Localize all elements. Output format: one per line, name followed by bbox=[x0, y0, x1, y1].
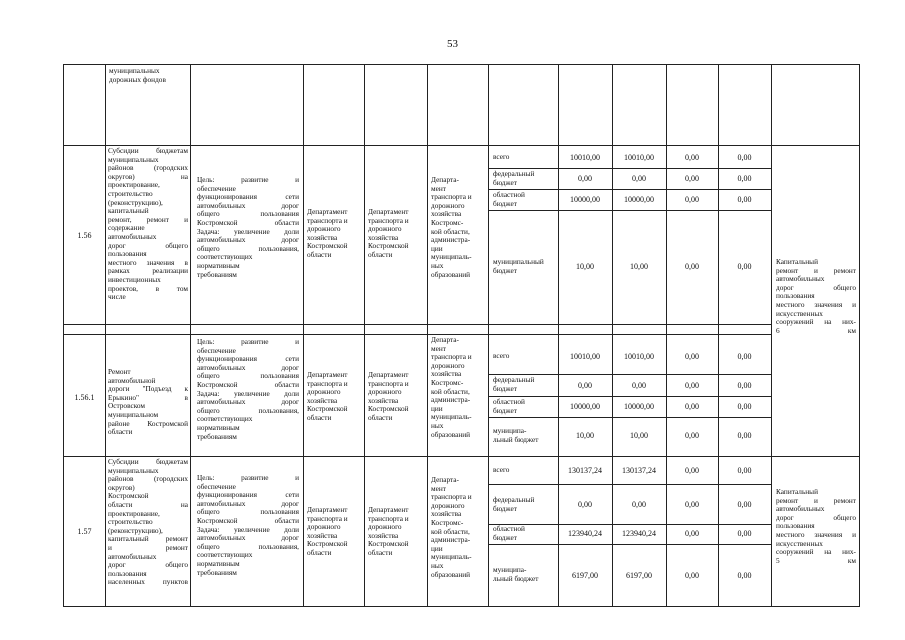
finance-value: 0,00 bbox=[685, 352, 699, 361]
finance-value: 0,00 bbox=[632, 174, 646, 183]
finance-value: 10000,00 bbox=[570, 402, 600, 411]
measure-name: Субсидии бюджетам муниципальных районов (городских округов) на проектирование, строительство (реконструкцию), капитальный ремонт, ремонт и содержание автомобильных дорог общего пользования местного значения в рамках реализации инвестиционных проектов, в том числе bbox=[108, 147, 188, 302]
finance-source: федеральный бюджет bbox=[493, 375, 535, 393]
finance-value: 10,00 bbox=[576, 262, 594, 271]
finance-value: 0,00 bbox=[737, 500, 752, 509]
finance-value: 0,00 bbox=[685, 402, 699, 411]
finance-value: 0,00 bbox=[685, 262, 699, 271]
continuation-text: муниципальных дорожных фондов bbox=[109, 67, 166, 84]
executor-2: Департамент транспорта и дорожного хозяйства Костромской области bbox=[368, 371, 409, 422]
finance-value: 123940,24 bbox=[622, 529, 656, 538]
row-number: 1.56.1 bbox=[74, 394, 95, 402]
finance-source: областной бюджет bbox=[493, 397, 525, 415]
executor-2: Департамент транспорта и дорожного хозяйства Костромской области bbox=[368, 506, 409, 557]
finance-value: 6197,00 bbox=[626, 571, 652, 580]
finance-value: 10000,00 bbox=[624, 195, 654, 204]
finance-value: 0,00 bbox=[737, 381, 752, 390]
finance-source: всего bbox=[493, 152, 510, 161]
finance-value: 0,00 bbox=[578, 381, 592, 390]
finance-value: 0,00 bbox=[737, 571, 752, 580]
finance-source: муниципа- льный бюджет bbox=[493, 426, 539, 444]
row-number: 1.57 bbox=[77, 528, 92, 536]
finance-source: федеральный бюджет bbox=[493, 495, 535, 513]
page-number: 53 bbox=[447, 38, 458, 50]
finance-value: 123940,24 bbox=[568, 529, 602, 538]
finance-value: 10010,00 bbox=[624, 352, 654, 361]
finance-value: 0,00 bbox=[737, 195, 752, 204]
recipient-text: Департа- мент транспорта и дорожного хозяйства Костромс- кой области, администра- ции муниципаль- ных образований bbox=[431, 176, 472, 279]
finance-value: 0,00 bbox=[737, 402, 752, 411]
executor-1: Департамент транспорта и дорожного хозяйства Костромской области bbox=[307, 208, 348, 259]
finance-source: федеральный бюджет bbox=[493, 169, 535, 187]
executor-1: Департамент транспорта и дорожного хозяйства Костромской области bbox=[307, 506, 348, 557]
finance-value: 10010,00 bbox=[570, 153, 600, 162]
finance-value: 0,00 bbox=[737, 153, 752, 162]
finance-value: 0,00 bbox=[685, 571, 699, 580]
finance-source: областной бюджет bbox=[493, 190, 525, 208]
goal-text: Цель: развитие и обеспечение функционирования сети автомобильных дорог общего пользования Костромской области Задача: увеличение доли автомобильных дорог общего пользования, соответствующих нормативным требованиям bbox=[197, 176, 299, 279]
finance-value: 0,00 bbox=[737, 431, 752, 440]
row-number: 1.56 bbox=[77, 232, 92, 240]
finance-value: 10,00 bbox=[576, 431, 594, 440]
finance-value: 130137,24 bbox=[568, 466, 602, 475]
finance-value: 0,00 bbox=[632, 381, 646, 390]
goal-text: Цель: развитие и обеспечение функционирования сети автомобильных дорог общего пользования Костромской области Задача: увеличение доли автомобильных дорог общего пользования, соответствующих нормативным требованиям bbox=[197, 338, 299, 441]
recipient-text: Департа- мент транспорта и дорожного хозяйства Костромс- кой области, администра- ции муниципаль- ных образований bbox=[431, 476, 472, 579]
finance-value: 0,00 bbox=[685, 529, 699, 538]
recipient-text: Департа- мент транспорта и дорожного хозяйства Костромс- кой области, администра- ции муниципаль- ных образований bbox=[431, 336, 472, 439]
finance-value: 0,00 bbox=[737, 529, 752, 538]
finance-source: муниципальный бюджет bbox=[493, 257, 544, 275]
finance-value: 0,00 bbox=[685, 500, 699, 509]
finance-value: 0,00 bbox=[685, 195, 699, 204]
finance-value: 0,00 bbox=[737, 466, 752, 475]
measure-name: Субсидии бюджетам муниципальных районов (городских округов) Костромской области на проектирование, строительство (реконструкцию), капитальный ремонт и ремонт автомобильных дорог общего пользования населенных пунктов bbox=[108, 458, 188, 587]
finance-value: 0,00 bbox=[578, 500, 592, 509]
finance-value: 0,00 bbox=[737, 174, 752, 183]
finance-value: 0,00 bbox=[685, 153, 699, 162]
finance-value: 10010,00 bbox=[624, 153, 654, 162]
goal-text: Цель: развитие и обеспечение функционирования сети автомобильных дорог общего пользования Костромской области Задача: увеличение доли автомобильных дорог общего пользования, соответствующих нормативным требованиям bbox=[197, 474, 299, 577]
finance-value: 10,00 bbox=[630, 431, 648, 440]
finance-source: всего bbox=[493, 465, 510, 474]
executor-1: Департамент транспорта и дорожного хозяйства Костромской области bbox=[307, 371, 348, 422]
finance-value: 0,00 bbox=[632, 500, 646, 509]
measure-name: Ремонт автомобильной дороги "Подъезд к Ерыкино" в Островском муниципальном районе Костромской области bbox=[108, 368, 188, 437]
finance-value: 0,00 bbox=[737, 352, 752, 361]
result-text: Капитальный ремонт и ремонт автомобильных дорог общего пользования местного значения и искусственных сооружений на них- 5 км bbox=[776, 488, 856, 565]
executor-2: Департамент транспорта и дорожного хозяйства Костромской области bbox=[368, 208, 409, 259]
finance-value: 10010,00 bbox=[570, 352, 600, 361]
finance-value: 10000,00 bbox=[624, 402, 654, 411]
finance-source: всего bbox=[493, 351, 510, 360]
finance-value: 10,00 bbox=[630, 262, 648, 271]
finance-value: 6197,00 bbox=[572, 571, 598, 580]
finance-value: 0,00 bbox=[578, 174, 592, 183]
result-text: Капитальный ремонт и ремонт автомобильных дорог общего пользования местного значения и искусственных сооружений на них- 6 км bbox=[776, 258, 856, 335]
finance-value: 0,00 bbox=[685, 381, 699, 390]
finance-value: 0,00 bbox=[685, 174, 699, 183]
finance-value: 0,00 bbox=[685, 466, 699, 475]
finance-value: 0,00 bbox=[685, 431, 699, 440]
finance-source: областной бюджет bbox=[493, 524, 525, 542]
finance-value: 130137,24 bbox=[622, 466, 656, 475]
finance-value: 10000,00 bbox=[570, 195, 600, 204]
finance-value: 0,00 bbox=[737, 262, 752, 271]
finance-source: муниципа- льный бюджет bbox=[493, 565, 539, 583]
